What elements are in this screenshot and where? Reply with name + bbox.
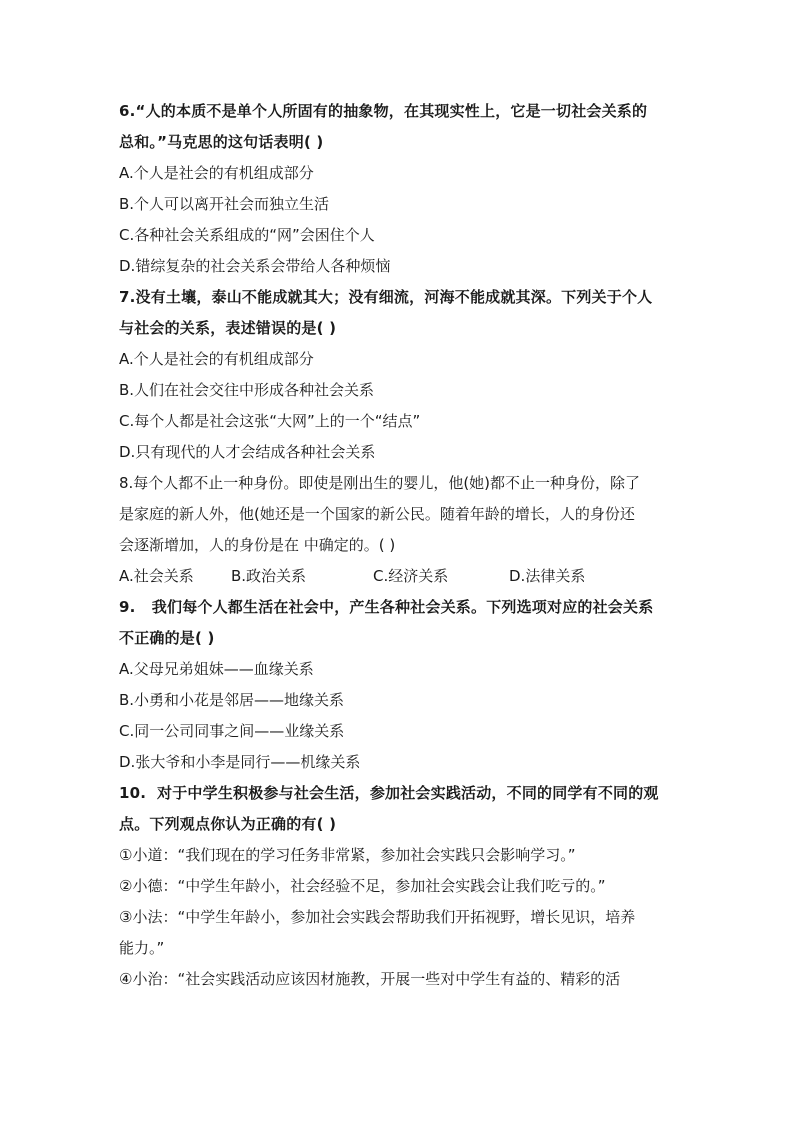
question-8-options — [119, 561, 679, 592]
question-7-option-d: D.只有现代的人才会结成各种社会关系 — [119, 443, 376, 461]
question-9-option-a: A.父母兄弟姐妹——血缘关系 — [119, 660, 314, 678]
question-8-option-c: C.经济关系 — [373, 567, 449, 585]
question-9-option-c: C.同一公司同事之间——业缘关系 — [119, 722, 345, 740]
question-7-option-b: B.人们在社会交往中形成各种社会关系 — [119, 381, 375, 399]
question-6-stem-line-2: 总和。”马克思的这句话表明( ) — [119, 133, 324, 151]
question-10-stem-line-1: 10. 对于中学生积极参与社会生活，参加社会实践活动，不同的同学有不同的观 — [119, 784, 659, 802]
question-9-option-d: D.张大爷和小李是同行——机缘关系 — [119, 753, 361, 771]
question-8-stem-line-3: 会逐渐增加，人的身份是在 中确定的。( ) — [119, 536, 396, 554]
question-8-stem-line-1: 8.每个人都不止一种身份。即使是刚出生的婴儿，他(她)都不止一种身份，除了 — [119, 474, 641, 492]
question-8-option-d: D.法律关系 — [509, 567, 586, 585]
question-7-stem-line-2: 与社会的关系，表述错误的是( ) — [119, 319, 337, 337]
question-9-stem-line-2: 不正确的是( ) — [119, 629, 215, 647]
question-7-stem-line-1: 7.没有土壤，泰山不能成就其大；没有细流，河海不能成就其深。下列关于个人 — [119, 288, 653, 306]
question-9-option-b: B.小勇和小花是邻居——地缘关系 — [119, 691, 345, 709]
question-10 — [119, 778, 679, 995]
question-8-option-a: A.社会关系 — [119, 567, 194, 585]
question-9 — [119, 592, 679, 778]
question-10-view-3: ③小法：“中学生年龄小，参加社会实践会帮助我们开拓视野，增长见识，培养 — [119, 908, 636, 926]
question-6-option-d: D.错综复杂的社会关系会带给人各种烦恼 — [119, 257, 391, 275]
question-7 — [119, 282, 679, 468]
question-8-stem-line-2: 是家庭的新人外，他(她还是一个国家的新公民。随着年龄的增长，人的身份还 — [119, 505, 635, 523]
question-6-option-b: B.个人可以离开社会而独立生活 — [119, 195, 330, 213]
question-6-stem-line-1: 6.“人的本质不是单个人所固有的抽象物，在其现实性上，它是一切社会关系的 — [119, 102, 648, 120]
question-6 — [119, 96, 679, 282]
question-10-view-4: ④小治：“社会实践活动应该因材施教，开展一些对中学生有益的、精彩的活 — [119, 970, 621, 988]
question-8 — [119, 468, 679, 592]
question-7-option-a: A.个人是社会的有机组成部分 — [119, 350, 314, 368]
question-10-view-3-continued: 能力。” — [119, 939, 165, 957]
question-10-view-1: ①小道：“我们现在的学习任务非常紧，参加社会实践只会影响学习。” — [119, 846, 576, 864]
question-9-stem-line-1: 9. 我们每个人都生活在社会中，产生各种社会关系。下列选项对应的社会关系 — [119, 598, 654, 616]
question-list — [119, 96, 679, 995]
question-8-option-b: B.政治关系 — [231, 567, 307, 585]
question-10-stem-line-2: 点。下列观点你认为正确的有( ) — [119, 815, 337, 833]
question-7-option-c: C.每个人都是社会这张“大网”上的一个“结点” — [119, 412, 421, 430]
question-6-option-a: A.个人是社会的有机组成部分 — [119, 164, 314, 182]
question-10-view-2: ②小德：“中学生年龄小，社会经验不足，参加社会实践会让我们吃亏的。” — [119, 877, 606, 895]
question-6-option-c: C.各种社会关系组成的“网”会困住个人 — [119, 226, 375, 244]
